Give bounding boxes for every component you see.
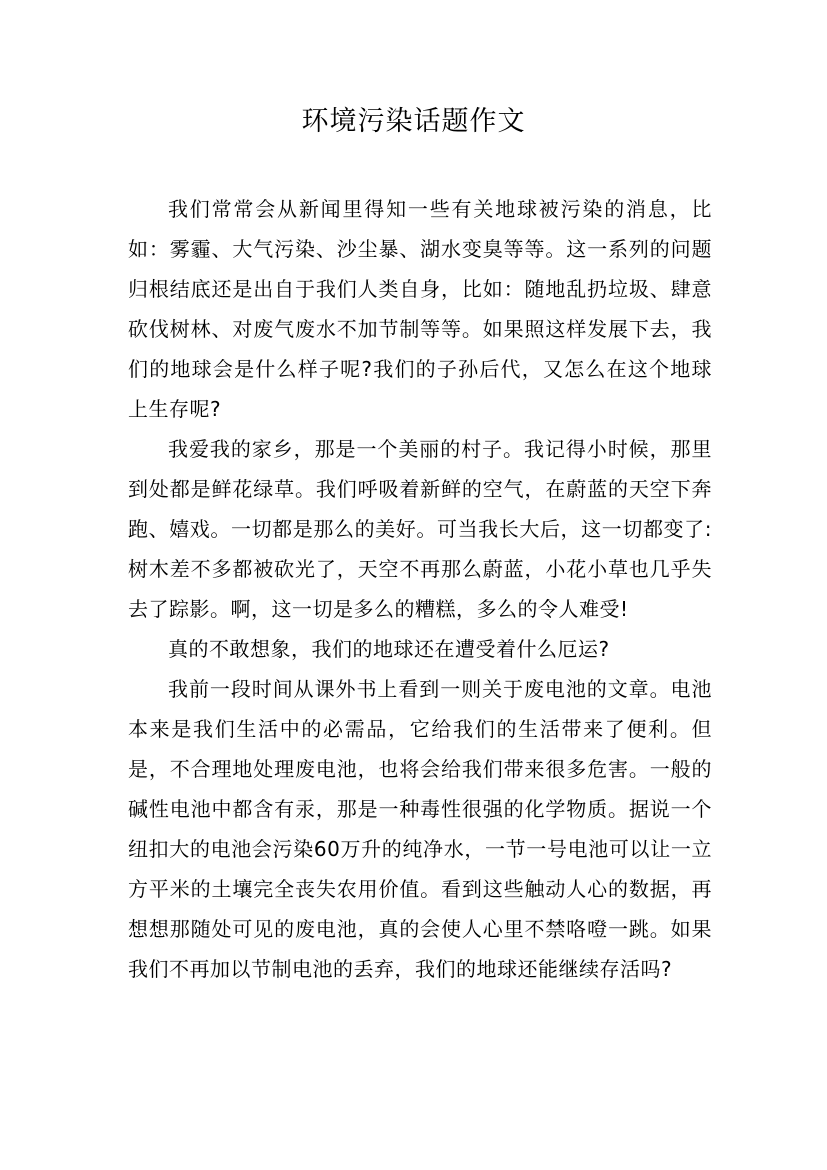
document-body <box>128 189 712 989</box>
document-title: 环境污染话题作文 <box>301 106 526 137</box>
paragraph-4: 我前一段时间从课外书上看到一则关于废电池的文章。电池本来是我们生活中的必需品，它给我们的生活带来了便利。但是，不合理地处理废电池，也将会给我们带来很多危害。一般的碱性电池中都含有汞，那是一种毒性很强的化学物质。据说一个纽扣大的电池会污染60万升的纯净水，一节一号电池可以让一立方平米的土壤完全丧失农用价值。看到这些触动人心的数据，再想想那随处可见的废电池，真的会使人心里不禁咯噔一跳。如果我们不再加以节制电池的丢弃，我们的地球还能继续存活吗? <box>128 677 712 981</box>
paragraph-2: 我爱我的家乡，那是一个美丽的村子。我记得小时候，那里到处都是鲜花绿草。我们呼吸着新鲜的空气，在蔚蓝的天空下奔跑、嬉戏。一切都是那么的美好。可当我长大后，这一切都变了:树木差不多都被砍光了，天空不再那么蔚蓝，小花小草也几乎失去了踪影。啊，这一切是多么的糟糕，多么的令人难受! <box>128 437 712 621</box>
paragraph-3: 真的不敢想象，我们的地球还在遭受着什么厄运? <box>168 637 610 661</box>
paragraph-1: 我们常常会从新闻里得知一些有关地球被污染的消息，比如：雾霾、大气污染、沙尘暴、湖水变臭等等。这一系列的问题归根结底还是出自于我们人类自身，比如：随地乱扔垃圾、肆意砍伐树林、对废气废水不加节制等等。如果照这样发展下去，我们的地球会是什么样子呢?我们的子孙后代，又怎么在这个地球上生存呢? <box>128 197 712 421</box>
